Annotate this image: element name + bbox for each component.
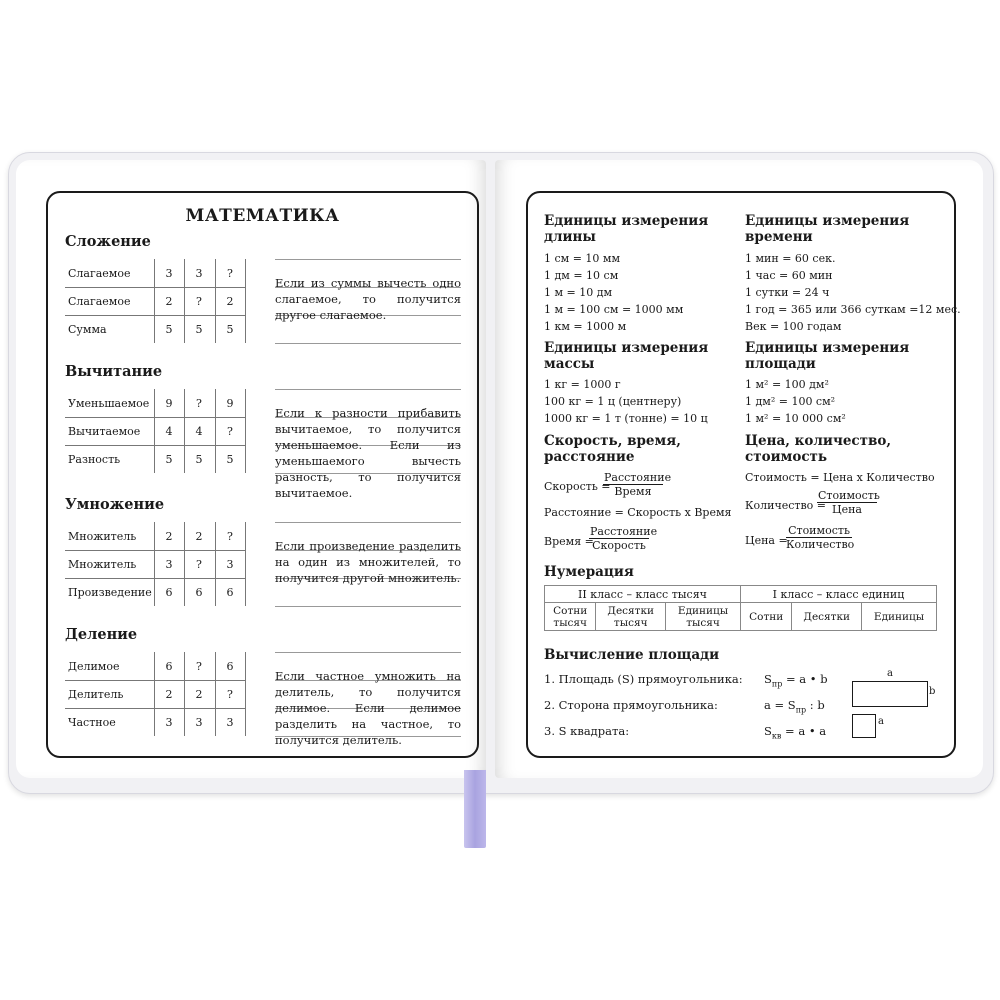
price-heading	[745, 433, 891, 465]
section-heading: Вычитание	[65, 363, 163, 380]
area-item-formula: $a = S_{пр}$ : b	[764, 698, 825, 715]
rule-text: Если к разности прибавить вычитаемое, то получится уменьшаемое. Если из уменьшаемого вычесть разность, то получится вычитаемое.	[275, 406, 461, 500]
distance-formula: Расстояние = Скорость х Время	[544, 506, 732, 519]
table-row-label: Частное	[68, 716, 116, 729]
place-cell: Сотни тысяч	[545, 603, 596, 631]
area-item-label: 1. Площадь (S) прямоугольника:	[544, 672, 743, 686]
fraction-numerator: Стоимость	[818, 489, 880, 502]
area-item-formula: $S_{кв} = a$ • a	[764, 724, 827, 741]
length-line: 1 см = 10 мм	[544, 252, 621, 265]
section-heading: Умножение	[65, 496, 165, 513]
table-divider	[245, 389, 246, 473]
table-row-label: Делимое	[68, 660, 120, 673]
time-line: Век = 100 годам	[745, 320, 842, 333]
table-row-label: Уменьшаемое	[68, 397, 150, 410]
speed-fraction	[603, 471, 672, 498]
area-heading-line2: площади	[745, 356, 816, 372]
table-divider	[184, 522, 185, 606]
table-cell: 2	[165, 295, 173, 308]
table-cell: ?	[227, 425, 233, 438]
time-heading-line2: времени	[745, 229, 813, 245]
table-cell: 2	[195, 530, 203, 543]
table-row-label: Разность	[68, 453, 121, 466]
table-cell: 2	[165, 688, 173, 701]
fraction-numerator: Расстояние	[604, 471, 672, 484]
table-cell: 4	[195, 425, 203, 438]
length-line: 1 дм = 10 см	[544, 269, 619, 282]
ruled-line	[275, 606, 461, 607]
table-cell: ?	[227, 267, 233, 280]
table-cell: 4	[165, 425, 173, 438]
table-cell: 3	[165, 558, 173, 571]
square-side-a: a	[878, 716, 884, 727]
table-cell: 5	[226, 323, 234, 336]
table-cell: 3	[165, 716, 173, 729]
quantity-formula-left: Количество =	[745, 499, 827, 512]
table-row-label: Сумма	[68, 323, 107, 336]
length-line: 1 м = 100 см = 1000 мм	[544, 303, 684, 316]
length-line: 1 м = 10 дм	[544, 286, 613, 299]
rule-text: Если частное умножить на делитель, то получится делимое. Если делимое разделить на частное, то получится делитель.	[275, 669, 461, 747]
class-units: I класс – класс единиц	[740, 586, 936, 603]
area-item-label: 2. Сторона прямоугольника:	[544, 698, 718, 712]
speed-heading	[544, 433, 681, 465]
table-cell: 2	[195, 688, 203, 701]
rectangle-diagram	[852, 681, 928, 707]
table-cell: 9	[165, 397, 173, 410]
mass-line: 1000 кг = 1 т (тонне) = 10 ц	[544, 412, 708, 425]
area-units-heading	[745, 340, 909, 372]
time-line: 1 час = 60 мин	[745, 269, 833, 282]
area-item-label: 3. S квадрата:	[544, 724, 630, 738]
section-heading: Сложение	[65, 233, 151, 250]
table-divider	[65, 417, 245, 418]
table-row-label: Делитель	[68, 688, 124, 701]
time-line: 1 сутки = 24 ч	[745, 286, 830, 299]
cost-formula: Стоимость = Цена х Количество	[745, 471, 935, 484]
table-divider	[65, 708, 245, 709]
ruled-line	[275, 389, 461, 390]
table-row-label: Произведение	[68, 586, 152, 599]
rect-side-a: a	[887, 668, 893, 679]
length-heading-line1: Единицы измерения	[544, 213, 709, 229]
table-cell: ?	[196, 660, 202, 673]
table-divider	[65, 680, 245, 681]
length-heading-line2: длины	[544, 229, 596, 245]
page-title: МАТЕМАТИКА	[185, 206, 340, 226]
table-cell: 3	[195, 716, 203, 729]
table-divider	[184, 259, 185, 343]
table-cell: 6	[226, 660, 234, 673]
table-row-label: Слагаемое	[68, 295, 131, 308]
table-cell: 5	[195, 323, 203, 336]
numeration-heading: Нумерация	[544, 564, 634, 580]
table-divider	[65, 287, 245, 288]
table-divider	[245, 522, 246, 606]
table-cell: 9	[226, 397, 234, 410]
table-cell: ?	[196, 558, 202, 571]
table-divider	[245, 259, 246, 343]
area-line: 1 м² = 100 дм²	[745, 378, 829, 391]
table-cell: 3	[195, 267, 203, 280]
table-divider	[215, 389, 216, 473]
table-cell: 5	[226, 453, 234, 466]
table-cell: ?	[196, 295, 202, 308]
numeration-table	[544, 585, 937, 631]
price-fraction	[786, 524, 855, 551]
table-row-label: Вычитаемое	[68, 425, 141, 438]
table-row-label: Множитель	[68, 558, 137, 571]
table-cell: 2	[165, 530, 173, 543]
area-units-list	[745, 376, 846, 427]
speed-formula-left: Скорость =	[544, 480, 611, 493]
table-row-label: Множитель	[68, 530, 137, 543]
table-divider	[65, 578, 245, 579]
place-cell: Сотни	[740, 603, 791, 631]
area-item-formula: $S_{пр} = a$ • b	[764, 672, 828, 689]
ruled-line	[275, 343, 461, 344]
place-cell: Десятки	[792, 603, 862, 631]
length-line: 1 км = 1000 м	[544, 320, 627, 333]
ruled-line	[275, 259, 461, 260]
table-cell: ?	[227, 530, 233, 543]
class-thousands: II класс – класс тысяч	[545, 586, 741, 603]
price-heading-line1: Цена, количество,	[745, 433, 892, 449]
time-heading	[745, 213, 909, 245]
table-cell: 5	[165, 323, 173, 336]
area-line: 1 дм² = 100 см²	[745, 395, 836, 408]
table-cell: ?	[196, 397, 202, 410]
fraction-denominator: Цена	[832, 503, 862, 516]
table-divider	[245, 652, 246, 736]
table-cell: 5	[165, 453, 173, 466]
table-divider	[184, 652, 185, 736]
mass-list	[544, 376, 708, 427]
table-cell: ?	[227, 688, 233, 701]
table-divider	[215, 652, 216, 736]
square-diagram	[852, 714, 876, 738]
time-heading-line1: Единицы измерения	[745, 213, 910, 229]
time-line: 1 мин = 60 сек.	[745, 252, 836, 265]
table-divider	[154, 389, 155, 473]
table-divider	[154, 522, 155, 606]
fraction-numerator: Стоимость	[786, 524, 852, 538]
table-divider	[65, 445, 245, 446]
fraction-numerator: Расстояние	[590, 525, 658, 538]
table-cell: 6	[226, 586, 234, 599]
fraction-denominator: Скорость	[592, 539, 646, 552]
table-divider	[215, 522, 216, 606]
table-divider	[184, 389, 185, 473]
section-heading: Деление	[65, 626, 138, 643]
bookmark-ribbon[interactable]	[464, 770, 486, 848]
time-list	[745, 250, 961, 335]
place-cell: Десятки тысяч	[596, 603, 666, 631]
time-fraction	[589, 525, 658, 552]
table-divider	[215, 259, 216, 343]
place-cell: Единицы тысяч	[666, 603, 741, 631]
table-row-label: Слагаемое	[68, 267, 131, 280]
place-cell: Единицы	[862, 603, 937, 631]
mass-heading	[544, 340, 708, 372]
mass-line: 1 кг = 1000 г	[544, 378, 621, 391]
mass-heading-line2: массы	[544, 356, 595, 372]
table-cell: 3	[165, 267, 173, 280]
length-list	[544, 250, 683, 335]
table-divider	[65, 550, 245, 551]
time-line: 1 год = 365 или 366 суткам =12 мес.	[745, 303, 961, 316]
table-divider	[65, 315, 245, 316]
quantity-fraction	[817, 489, 880, 516]
rect-side-b: b	[929, 686, 936, 697]
area-calc-heading: Вычисление площади	[544, 647, 720, 663]
rule-text: Если произведение разделить на один из множителей, то получится другой множитель.	[275, 539, 461, 585]
mass-heading-line1: Единицы измерения	[544, 340, 709, 356]
table-divider	[154, 652, 155, 736]
area-heading-line1: Единицы измерения	[745, 340, 910, 356]
price-heading-line2: стоимость	[745, 449, 828, 465]
table-cell: 3	[226, 558, 234, 571]
table-cell: 6	[165, 660, 173, 673]
area-line: 1 м² = 10 000 см²	[745, 412, 846, 425]
table-cell: 2	[226, 295, 234, 308]
table-cell: 3	[226, 716, 234, 729]
table-divider	[154, 259, 155, 343]
ruled-line	[275, 522, 461, 523]
ruled-line	[275, 652, 461, 653]
fraction-denominator: Количество	[786, 538, 855, 551]
table-cell: 5	[195, 453, 203, 466]
price-formula-left: Цена =	[745, 534, 788, 547]
length-heading	[544, 213, 708, 245]
time-formula-left: Время =	[544, 535, 594, 548]
fraction-denominator: Время	[614, 485, 652, 498]
mass-line: 100 кг = 1 ц (центнеру)	[544, 395, 682, 408]
table-cell: 6	[165, 586, 173, 599]
table-cell: 6	[195, 586, 203, 599]
rule-text: Если из суммы вычесть одно слагаемое, то получится другое слагаемое.	[275, 276, 461, 322]
speed-heading-line1: Скорость, время,	[544, 433, 681, 449]
speed-heading-line2: расстояние	[544, 449, 635, 465]
